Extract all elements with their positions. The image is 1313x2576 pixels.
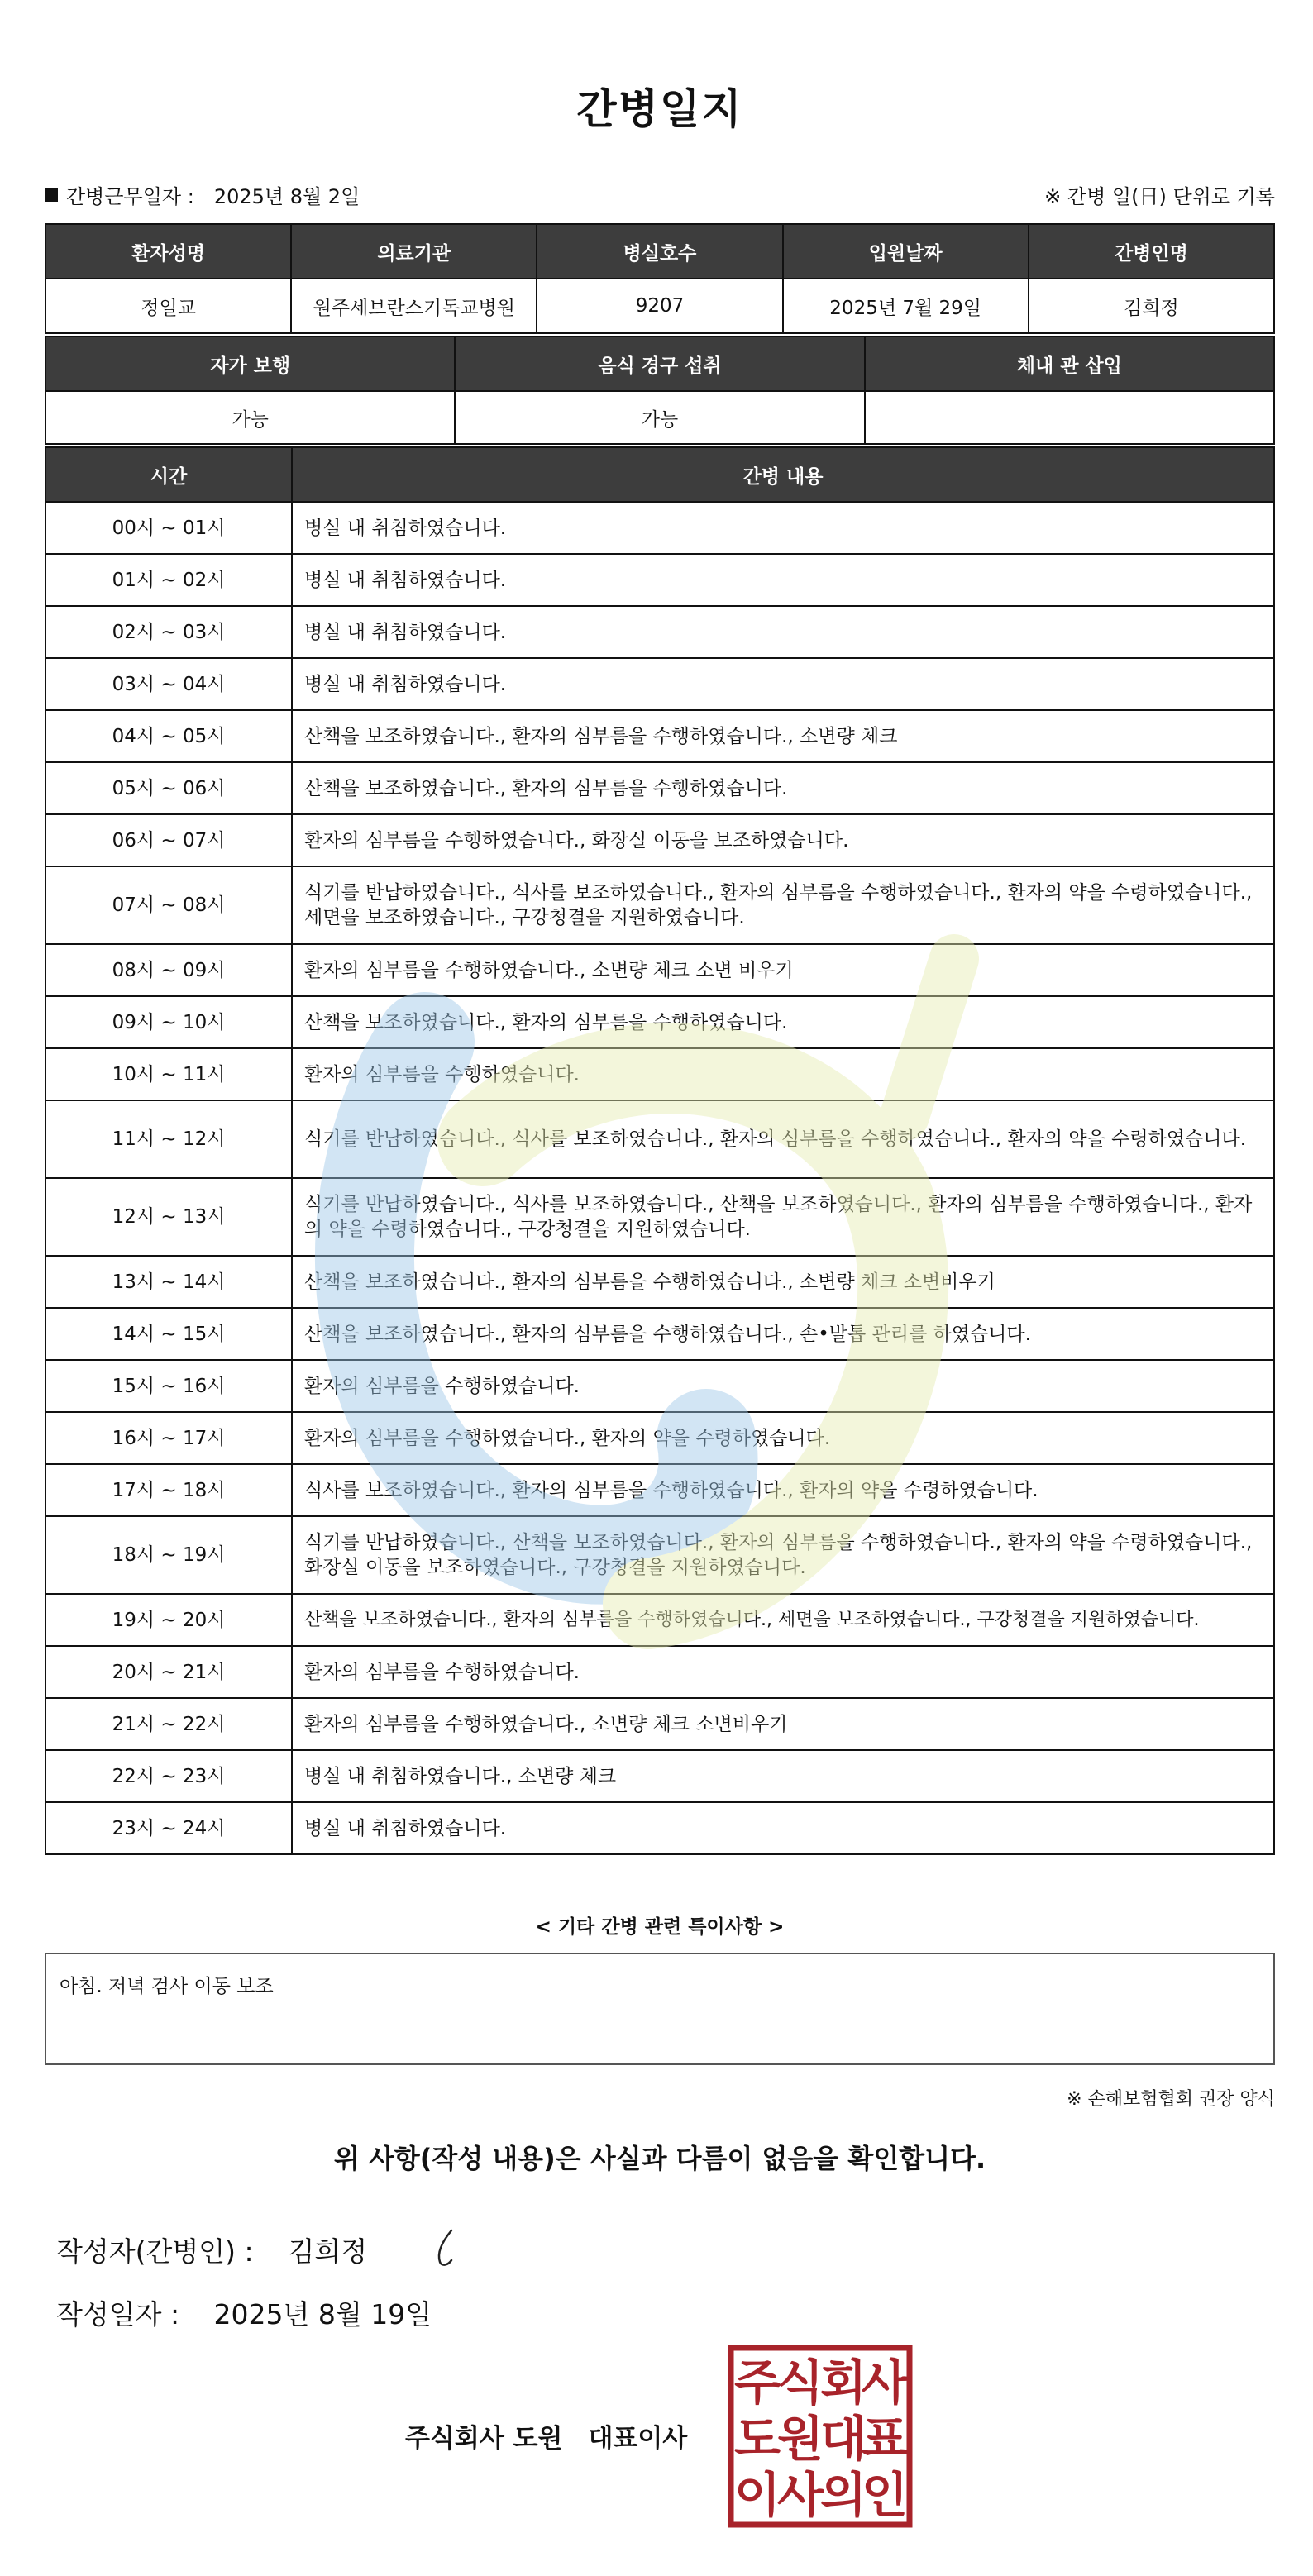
patient-status-table [45,336,1275,445]
content-cell: 환자의 심부름을 수행하였습니다., 소변량 체크 소변비우기 [292,1698,1274,1750]
content-cell: 산책을 보조하였습니다., 환자의 심부름을 수행하였습니다., 손•발톱 관리를 하였습니다. [292,1308,1274,1360]
table-row [45,658,1274,710]
bullet-square-icon [45,188,58,202]
header-hospital: 의료기관 [291,224,537,279]
signature-mark [425,2224,475,2273]
seal-glyph: 도 [733,2411,781,2467]
time-cell: 23시 ~ 24시 [45,1802,292,1854]
time-cell: 17시 ~ 18시 [45,1464,292,1516]
header-self-walking: 자가 보행 [45,336,455,391]
company-signature: 주식회사 도원 대표이사 [405,2424,688,2454]
time-cell: 03시 ~ 04시 [45,658,292,710]
seal-glyph: 사 [861,2354,909,2411]
writer-label: 작성자(간병인) : [56,2235,254,2268]
table-row [45,554,1274,606]
work-date-label: 간병근무일자 : [66,185,194,208]
content-cell: 식기를 반납하였습니다., 산책을 보조하였습니다., 환자의 심부름을 수행하였습니다., 환자의 약을 수령하였습니다., 화장실 이동을 보조하였습니다., 구강청결을 지원하였습니다. [292,1516,1274,1594]
table-row [45,762,1274,814]
table-row [45,1308,1274,1360]
self-walking-value: 가능 [45,391,455,444]
time-cell: 21시 ~ 22시 [45,1698,292,1750]
seal-glyph: 대 [819,2411,867,2467]
header-oral-intake: 음식 경구 섭취 [455,336,864,391]
patient-info-table [45,223,1275,334]
time-cell: 09시 ~ 10시 [45,996,292,1048]
time-cell: 19시 ~ 20시 [45,1594,292,1646]
time-cell: 10시 ~ 11시 [45,1048,292,1100]
table-row [45,1412,1274,1464]
time-cell: 06시 ~ 07시 [45,814,292,866]
recommend-form-note: ※ 손해보험협회 권장 양식 [1067,2089,1275,2110]
table-row [45,866,1274,944]
writer-name: 김희정 [288,2235,368,2268]
content-cell: 병실 내 취침하였습니다. [292,1802,1274,1854]
seal-glyph: 의 [819,2467,867,2523]
content-cell: 병실 내 취침하였습니다. [292,658,1274,710]
table-row [45,710,1274,762]
patient-name: 정일교 [45,279,291,333]
time-cell: 13시 ~ 14시 [45,1256,292,1308]
time-cell: 05시 ~ 06시 [45,762,292,814]
header-care-content: 간병 내용 [292,447,1274,502]
table-row [45,1594,1274,1646]
table-row [45,1516,1274,1594]
seal-glyph: 사 [776,2467,824,2523]
care-log-table [45,446,1275,1855]
content-cell: 식사를 보조하였습니다., 환자의 심부름을 수행하였습니다., 환자의 약을 수령하였습니다. [292,1464,1274,1516]
table-row [45,1360,1274,1412]
content-cell: 병실 내 취침하였습니다. [292,502,1274,554]
content-cell: 식기를 반납하였습니다., 식사를 보조하였습니다., 환자의 심부름을 수행하였습니다., 환자의 약을 수령하였습니다. [292,1100,1274,1178]
oral-intake-value: 가능 [455,391,864,444]
time-cell: 14시 ~ 15시 [45,1308,292,1360]
table-row [45,996,1274,1048]
table-row [45,1750,1274,1802]
content-cell: 산책을 보조하였습니다., 환자의 심부름을 수행하였습니다. [292,996,1274,1048]
admission-date: 2025년 7월 29일 [783,279,1029,333]
record-unit-note: ※ 간병 일(日) 단위로 기록 [1044,185,1275,208]
content-cell: 병실 내 취침하였습니다. [292,606,1274,658]
confirmation-statement: 위 사항(작성 내용)은 사실과 다름이 없음을 확인합니다. [333,2143,986,2174]
seal-glyph: 원 [776,2411,824,2467]
hospital-name: 원주세브란스기독교병원 [291,279,537,333]
table-row [45,944,1274,996]
header-time: 시간 [45,447,292,502]
content-cell: 환자의 심부름을 수행하였습니다., 소변량 체크 소변 비우기 [292,944,1274,996]
table-row [45,1464,1274,1516]
meta-row [45,180,1275,213]
content-cell: 식기를 반납하였습니다., 식사를 보조하였습니다., 산책을 보조하였습니다., 환자의 심부름을 수행하였습니다., 환자의 약을 수령하였습니다., 구강청결을 지원하였습니다. [292,1178,1274,1256]
special-notes-text: 아침. 저녁 검사 이동 보조 [60,1976,274,1997]
time-cell: 12시 ~ 13시 [45,1178,292,1256]
table-row [45,502,1274,554]
content-cell: 환자의 심부름을 수행하였습니다., 환자의 약을 수령하였습니다. [292,1412,1274,1464]
time-cell: 15시 ~ 16시 [45,1360,292,1412]
time-cell: 08시 ~ 09시 [45,944,292,996]
time-cell: 04시 ~ 05시 [45,710,292,762]
caregiver-name: 김희정 [1029,279,1274,333]
company-seal-stamp [728,2345,913,2528]
time-cell: 11시 ~ 12시 [45,1100,292,1178]
seal-glyph: 식 [776,2354,824,2411]
time-cell: 16시 ~ 17시 [45,1412,292,1464]
content-cell: 환자의 심부름을 수행하였습니다. [292,1360,1274,1412]
content-cell: 산책을 보조하였습니다., 환자의 심부름을 수행하였습니다. [292,762,1274,814]
time-cell: 22시 ~ 23시 [45,1750,292,1802]
seal-glyph: 표 [861,2411,909,2467]
seal-glyph: 회 [819,2354,867,2411]
content-cell: 환자의 심부름을 수행하였습니다. [292,1646,1274,1698]
time-cell: 20시 ~ 21시 [45,1646,292,1698]
time-cell: 07시 ~ 08시 [45,866,292,944]
table-row [45,1256,1274,1308]
special-notes-title: < 기타 간병 관련 특이사항 > [535,1916,785,1938]
table-row [45,1048,1274,1100]
time-cell: 00시 ~ 01시 [45,502,292,554]
content-cell: 환자의 심부름을 수행하였습니다. [292,1048,1274,1100]
header-tube-insertion: 체내 관 삽입 [865,336,1274,391]
seal-glyph: 주 [733,2354,781,2411]
content-cell: 산책을 보조하였습니다., 환자의 심부름을 수행하였습니다., 소변량 체크 소변비우기 [292,1256,1274,1308]
room-number: 9207 [537,279,782,333]
seal-glyph: 이 [733,2467,781,2523]
header-patient-name: 환자성명 [45,224,291,279]
writer-row [56,2230,367,2269]
table-row [45,1698,1274,1750]
header-admission-date: 입원날짜 [783,224,1029,279]
table-row [45,1100,1274,1178]
content-cell: 병실 내 취침하였습니다., 소변량 체크 [292,1750,1274,1802]
table-row [45,814,1274,866]
table-row [45,606,1274,658]
work-date-value: 2025년 8월 2일 [213,185,360,208]
table-row [45,1646,1274,1698]
table-row [45,1802,1274,1854]
tube-insertion-value [865,391,1274,444]
content-cell: 식기를 반납하였습니다., 식사를 보조하였습니다., 환자의 심부름을 수행하였습니다., 환자의 약을 수령하였습니다., 세면을 보조하였습니다., 구강청결을 지원하였습니다. [292,866,1274,944]
written-date-label: 작성일자 : [56,2298,180,2330]
written-date-value: 2025년 8월 19일 [213,2298,432,2330]
time-cell: 01시 ~ 02시 [45,554,292,606]
header-caregiver: 간병인명 [1029,224,1274,279]
work-date [45,180,360,209]
seal-glyph: 인 [861,2467,909,2523]
special-notes-box [45,1953,1275,2065]
content-cell: 산책을 보조하였습니다., 환자의 심부름을 수행하였습니다., 세면을 보조하였습니다., 구강청결을 지원하였습니다. [292,1594,1274,1646]
time-cell: 02시 ~ 03시 [45,606,292,658]
page-title: 간병일지 [576,85,743,133]
table-row [45,1178,1274,1256]
content-cell: 산책을 보조하였습니다., 환자의 심부름을 수행하였습니다., 소변량 체크 [292,710,1274,762]
header-room: 병실호수 [537,224,782,279]
written-date-row [56,2293,432,2332]
time-cell: 18시 ~ 19시 [45,1516,292,1594]
content-cell: 환자의 심부름을 수행하였습니다., 화장실 이동을 보조하였습니다. [292,814,1274,866]
content-cell: 병실 내 취침하였습니다. [292,554,1274,606]
